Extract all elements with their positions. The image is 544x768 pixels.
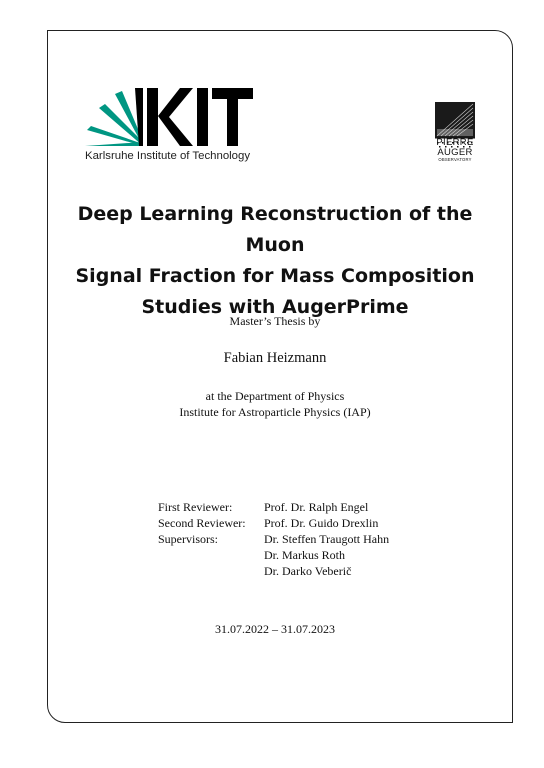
auger-line-2: AUGER — [437, 146, 473, 158]
kit-wordmark-icon — [147, 88, 253, 146]
reviewer-label — [158, 547, 264, 563]
kit-fan-icon — [85, 91, 143, 146]
reviewer-row — [158, 547, 389, 563]
reviewer-name: Prof. Dr. Ralph Engel — [264, 500, 369, 514]
author-name: Fabian Heizmann — [223, 350, 327, 366]
kit-subtitle: Karlsruhe Institute of Technology — [85, 150, 251, 162]
reviewer-row — [158, 531, 389, 547]
reviewer-row — [158, 563, 389, 579]
thesis-title — [60, 199, 490, 323]
title-line-3: Studies with AugerPrime — [141, 296, 409, 318]
thesis-dates: 31.07.2022 – 31.07.2023 — [215, 622, 335, 636]
department-line: at the Department of Physics — [205, 389, 345, 403]
reviewer-label: First Reviewer: — [158, 500, 233, 514]
pierre-auger-logo-text — [433, 138, 477, 162]
reviewer-name: Dr. Darko Veberič — [264, 564, 352, 578]
title-line-2: Signal Fraction for Mass Composition — [75, 265, 475, 287]
reviewer-row — [158, 499, 389, 515]
reviewer-row — [158, 515, 389, 531]
reviewers-table — [158, 499, 389, 579]
affiliation — [60, 388, 490, 420]
institute-line: Institute for Astroparticle Physics (IAP) — [179, 405, 371, 419]
reviewer-label — [158, 563, 264, 579]
reviewer-label: Second Reviewer: — [158, 516, 246, 530]
reviewer-name: Dr. Markus Roth — [264, 548, 345, 562]
reviewer-name: Dr. Steffen Traugott Hahn — [264, 532, 390, 546]
reviewer-name: Prof. Dr. Guido Drexlin — [264, 516, 379, 530]
auger-line-3: OBSERVATORY — [438, 157, 472, 162]
title-line-1: Deep Learning Reconstruction of the Muon — [77, 203, 473, 256]
thesis-type: Master’s Thesis by — [229, 314, 321, 328]
auger-line-1: PIERRE — [436, 137, 474, 148]
reviewer-label: Supervisors: — [158, 532, 218, 546]
